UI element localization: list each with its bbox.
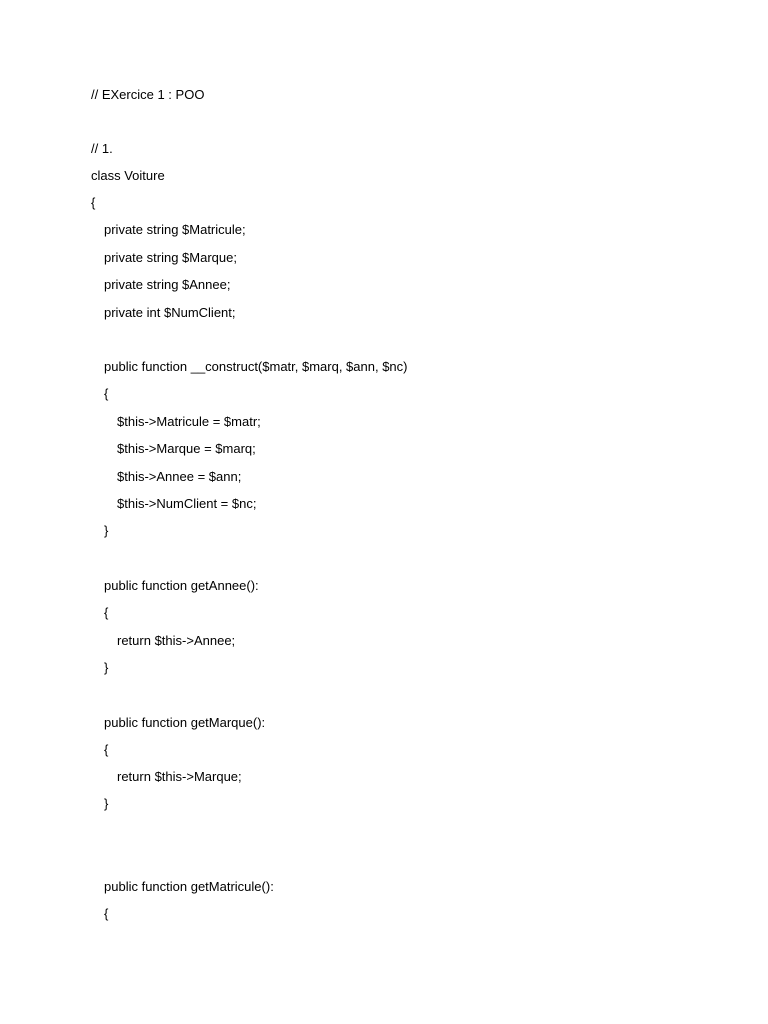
getannee-open-brace: { — [104, 605, 109, 620]
comment-question-1: // 1. — [91, 141, 113, 156]
assign-annee: $this->Annee = $ann; — [117, 469, 242, 484]
assign-marque: $this->Marque = $marq; — [117, 441, 256, 456]
constructor-open-brace: { — [104, 386, 109, 401]
constructor-close-brace: } — [104, 523, 109, 538]
property-numclient: private int $NumClient; — [104, 305, 236, 320]
getmarque-open-brace: { — [104, 742, 109, 757]
getmarque-signature: public function getMarque(): — [104, 715, 266, 730]
class-open-brace: { — [91, 195, 96, 210]
assign-matricule: $this->Matricule = $matr; — [117, 414, 261, 429]
getannee-close-brace: } — [104, 660, 109, 675]
getmatricule-signature: public function getMatricule(): — [104, 879, 274, 894]
getmatricule-open-brace: { — [104, 906, 109, 921]
assign-numclient: $this->NumClient = $nc; — [117, 496, 257, 511]
comment-exercise-title: // EXercice 1 : POO — [91, 87, 205, 102]
property-annee: private string $Annee; — [104, 277, 231, 292]
getannee-signature: public function getAnnee(): — [104, 578, 259, 593]
getannee-return: return $this->Annee; — [117, 633, 236, 648]
constructor-signature: public function __construct($matr, $marq, $ann, $nc) — [104, 359, 408, 374]
property-matricule: private string $Matricule; — [104, 222, 246, 237]
class-declaration: class Voiture — [91, 168, 165, 183]
getmarque-close-brace: } — [104, 796, 109, 811]
property-marque: private string $Marque; — [104, 250, 237, 265]
getmarque-return: return $this->Marque; — [117, 769, 242, 784]
